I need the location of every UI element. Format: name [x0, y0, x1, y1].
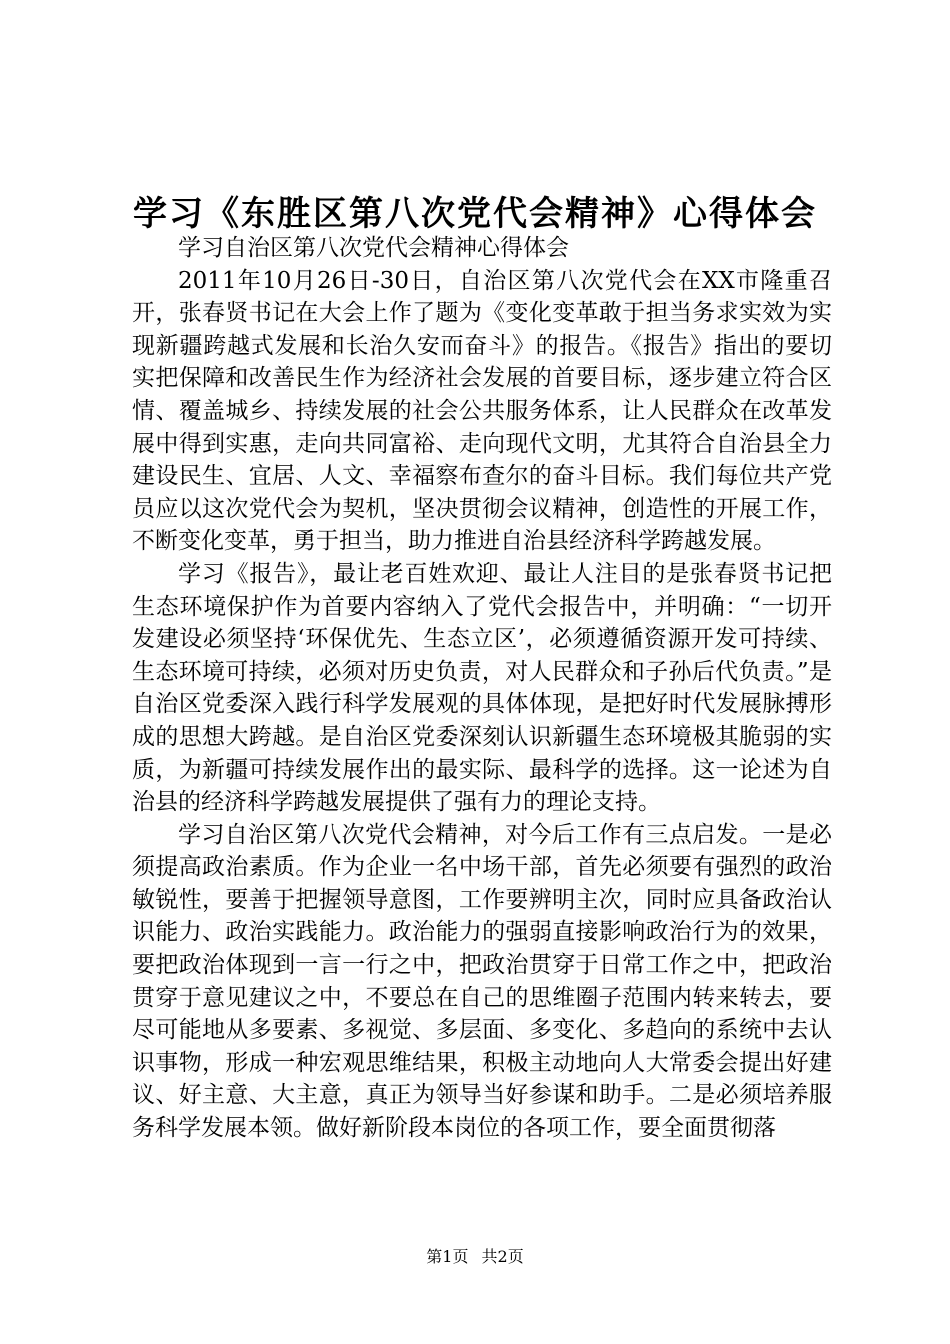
page-number-current: 第1页	[426, 1247, 469, 1266]
paragraph-1: 2011年10月26日-30日，自治区第八次党代会在XX市隆重召开，张春贤书记在大会上作了题为《变化变革敢于担当务求实效为实现新疆跨越式发展和长治久安而奋斗》的报告。《报告》指出的要切实把保障和改善民生作为经济社会发展的首要目标，逐步建立符合区情、覆盖城乡、持续发展的社会公共服务体系，让人民群众在改革发展中得到实惠，走向共同富裕、走向现代文明，尤其符合自治县全力建设民生、宜居、人文、幸福察布查尔的奋斗目标。我们每位共产党员应以这次党代会为契机，坚决贯彻会议精神，创造性的开展工作，不断变化变革，勇于担当，助力推进自治县经济科学跨越发展。	[132, 267, 832, 555]
paragraph-subtitle: 学习自治区第八次党代会精神心得体会	[178, 235, 569, 261]
paragraph-3: 学习自治区第八次党代会精神，对今后工作有三点启发。一是必须提高政治素质。作为企业一名中场干部，首先必须要有强烈的政治敏锐性，要善于把握领导意图，工作要辨明主次，同时应具备政治认识能力、政治实践能力。政治能力的强弱直接影响政治行为的效果，要把政治体现到一言一行之中，把政治贯穿于日常工作之中，把政治贯穿于意见建议之中，不要总在自己的思维圈子范围内转来转去，要尽可能地从多要素、多视觉、多层面、多变化、多趋向的系统中去认识事物，形成一种宏观思维结果，积极主动地向人大常委会提出好建议、好主意、大主意，真正为领导当好参谋和助手。二是必须培养服务科学发展本领。做好新阶段本岗位的各项工作，要全面贯彻落	[132, 821, 832, 1142]
paragraph-2: 学习《报告》，最让老百姓欢迎、最让人注目的是张春贤书记把生态环境保护作为首要内容纳入了党代会报告中，并明确：“一切开发建设必须坚持‘环保优先、生态立区’，必须遵循资源开发可持续、生态环境可持续，必须对历史负责，对人民群众和子孙后代负责。”是自治区党委深入践行科学发展观的具体体现，是把好时代发展脉搏形成的思想大跨越。是自治区党委深刻认识新疆生态环境极其脆弱的实质，为新疆可持续发展作出的最实际、最科学的选择。这一论述为自治县的经济科学跨越发展提供了强有力的理论支持。	[132, 560, 832, 816]
page-number-total: 共2页	[481, 1247, 524, 1266]
document-title: 学习《东胜区第八次党代会精神》心得体会	[133, 194, 817, 234]
document-body	[132, 232, 832, 1145]
page-footer	[0, 1244, 950, 1267]
